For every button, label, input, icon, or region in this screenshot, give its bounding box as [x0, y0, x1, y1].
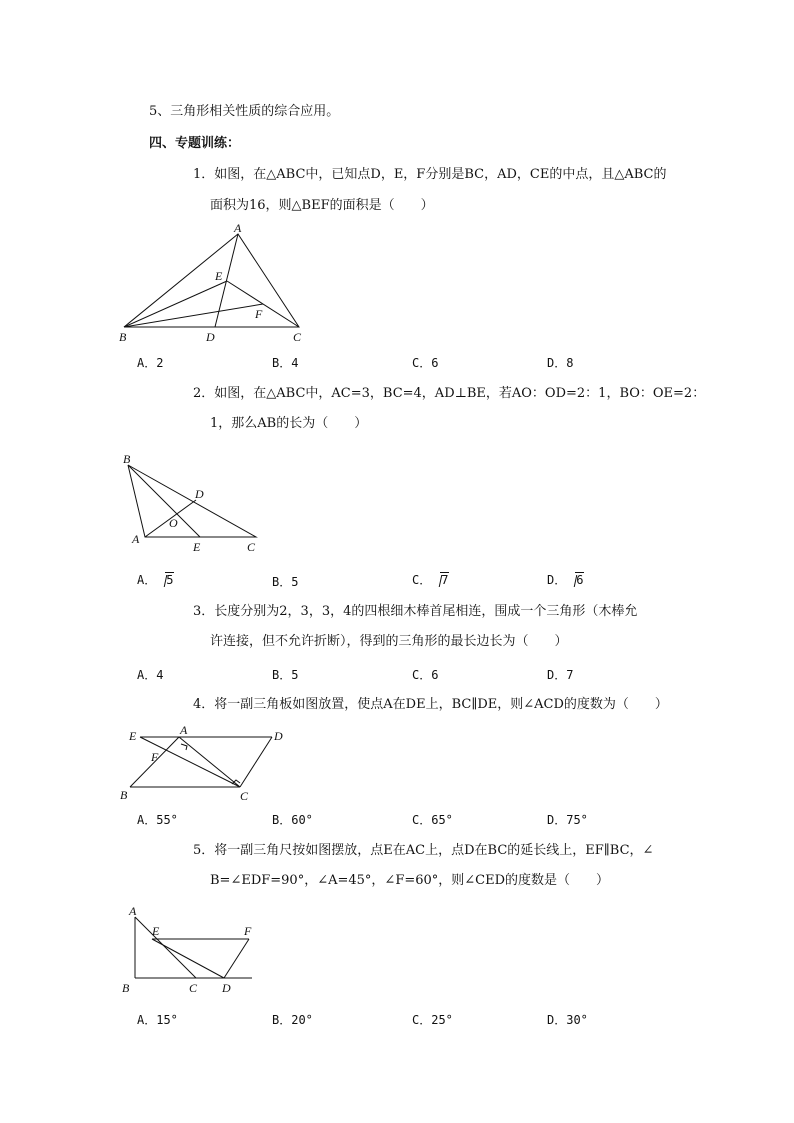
q2-label-a: A	[132, 532, 140, 546]
q4-label-e: E	[129, 729, 137, 743]
q4-label-a: A	[180, 723, 188, 737]
q4-label-f: F	[151, 750, 159, 764]
q4-option-b[interactable]: B．60°	[272, 813, 313, 827]
q5-line1: 5．将一副三角尺按如图摆放，点E在AC上，点D在BC的延长线上，EF∥BC，∠	[193, 843, 654, 858]
section-title: 四、专题训练：	[149, 136, 241, 151]
q4-option-d[interactable]: D．75°	[547, 813, 588, 827]
q5-label-a: A	[129, 904, 137, 918]
q2-option-b-value: 5	[291, 575, 299, 589]
q5-label-b: B	[122, 981, 130, 995]
q5-option-b[interactable]: B．20°	[272, 1013, 313, 1027]
q2-line1: 2．如图，在△ABC中，AC=3，BC=4，AD⊥BE，若AO：OD=2：1，BO：OE=2：	[193, 386, 706, 401]
q2-line2: 1，那么AB的长为（ ）	[210, 416, 368, 431]
q5-label-d: D	[222, 981, 231, 995]
q2-option-a-radicand: 5	[166, 573, 174, 587]
q2-option-a-prefix: A．	[137, 573, 157, 587]
q3-option-b[interactable]: B．5	[272, 668, 299, 682]
q4-label-d: D	[274, 729, 283, 743]
q5-option-a[interactable]: A．15°	[137, 1013, 178, 1027]
q2-label-d: D	[195, 487, 204, 501]
q5-option-c[interactable]: C．25°	[412, 1013, 453, 1027]
q1-label-a: A	[234, 221, 242, 235]
q2-label-c: C	[247, 540, 256, 554]
q4-line1: 4．将一副三角板如图放置，使点A在DE上，BC∥DE，则∠ACD的度数为（ ）	[193, 697, 668, 712]
q1-label-b: B	[119, 330, 127, 344]
q5-line2: B=∠EDF=90°，∠A=45°，∠F=60°，则∠CED的度数是（ ）	[210, 873, 610, 888]
q1-label-f: F	[255, 307, 263, 321]
q1-line1: 1．如图，在△ABC中，已知点D，E，F分别是BC，AD，CE的中点，且△ABC的	[193, 167, 667, 182]
q3-option-c[interactable]: C．6	[412, 668, 439, 682]
q2-option-c-radicand: 7	[441, 573, 449, 587]
q3-line2: 许连接，但不允许折断），得到的三角形的最长边长为（ ）	[210, 634, 568, 649]
q4-option-c[interactable]: C．65°	[412, 813, 453, 827]
q5-label-c: C	[189, 981, 198, 995]
q1-label-e: E	[215, 269, 223, 283]
q1-label-c: C	[293, 330, 302, 344]
q1-option-a[interactable]: A．2	[137, 356, 164, 370]
intro-text: 5、三角形相关性质的综合应用。	[149, 104, 340, 119]
q3-option-a[interactable]: A．4	[137, 668, 164, 682]
q1-option-d[interactable]: D．8	[547, 356, 574, 370]
q2-option-c-prefix: C．	[412, 573, 432, 587]
q2-label-e: E	[193, 540, 201, 554]
q5-label-f: F	[244, 924, 252, 938]
q5-option-d[interactable]: D．30°	[547, 1013, 588, 1027]
q4-label-c: C	[240, 789, 249, 803]
q2-option-d-radicand: 6	[576, 573, 584, 587]
q2-label-o: O	[169, 516, 178, 530]
q3-line1: 3．长度分别为2，3，3，4的四根细木棒首尾相连，围成一个三角形（木棒允	[193, 604, 638, 619]
q1-option-c[interactable]: C．6	[412, 356, 439, 370]
q5-label-e: E	[152, 924, 160, 938]
q3-option-d[interactable]: D．7	[547, 668, 574, 682]
q2-label-b: B	[123, 452, 131, 466]
q2-option-d-prefix: D．	[547, 573, 567, 587]
q4-option-a[interactable]: A．55°	[137, 813, 178, 827]
q1-line2: 面积为16，则△BEF的面积是（ ）	[210, 198, 434, 213]
q1-label-d: D	[206, 330, 215, 344]
q4-label-b: B	[120, 788, 128, 802]
q2-option-b-prefix: B．	[272, 575, 292, 589]
q1-option-b[interactable]: B．4	[272, 356, 299, 370]
